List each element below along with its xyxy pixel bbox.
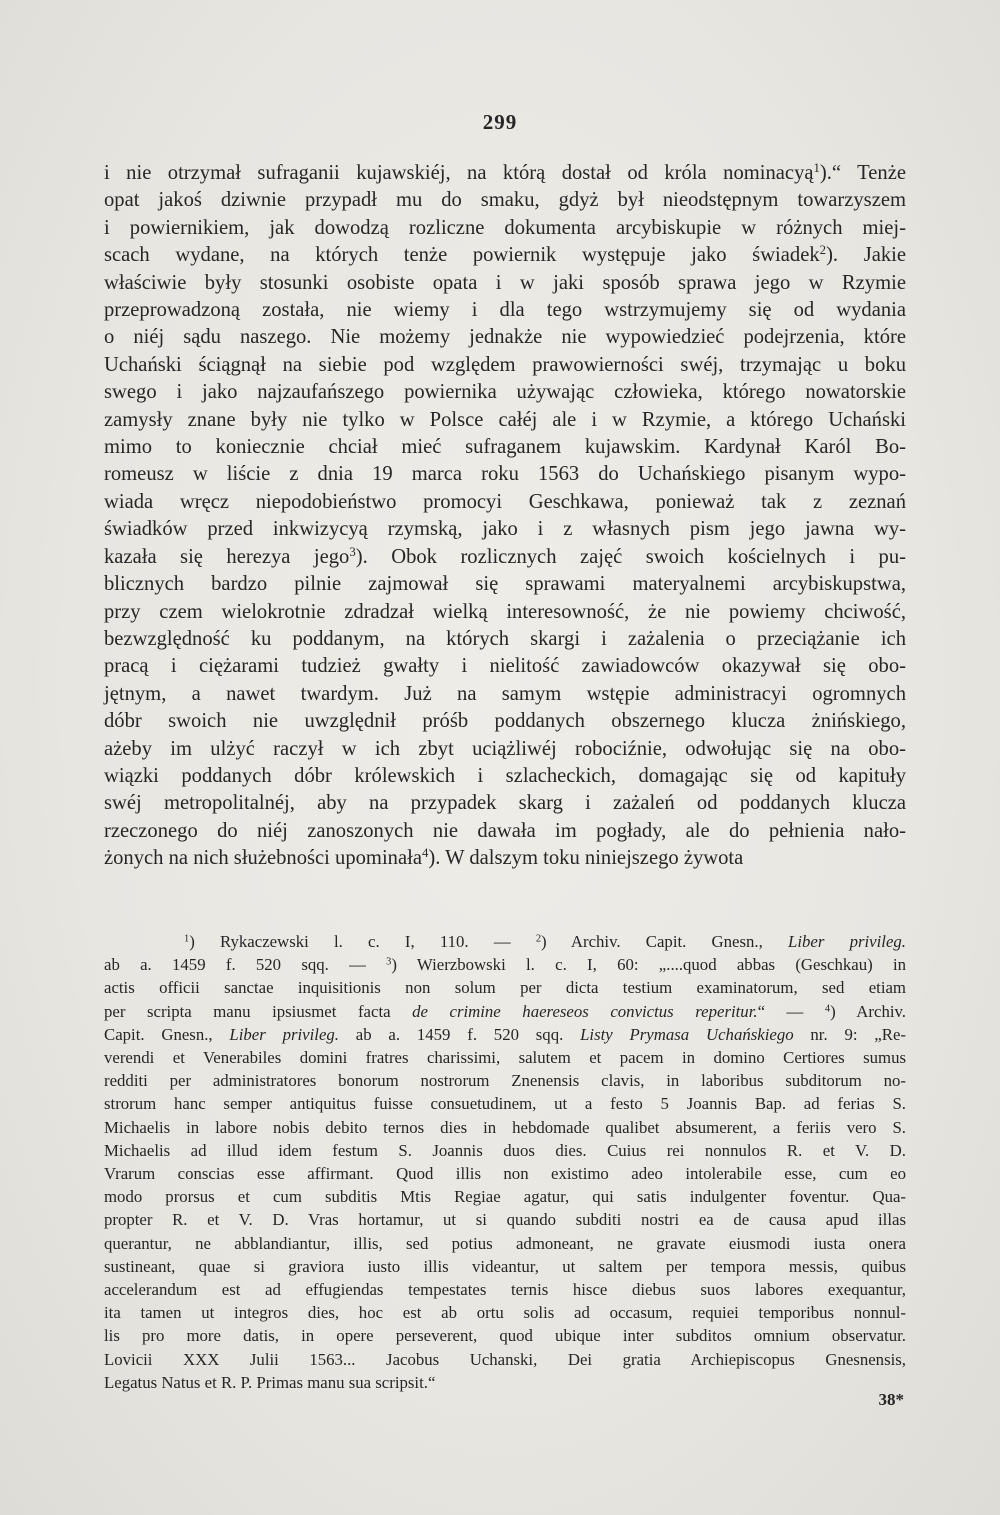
text-line-16: blicznych bardzo pilnie zajmował się sprawami materyalnemi arcybiskupstwa, [104,573,906,596]
text-line-18: bezwzględność ku poddanym, na których skargi i zażalenia o przeciążanie ich [104,627,906,650]
fn-line-5: Capit. Gnesn., Liber privileg. ab a. 1459 f. 520 sqq. Listy Prymasa Uchańskiego nr. 9: „Re- [104,1024,906,1044]
text-line-3: i powiernikiem, jak dowodzą rozliczne dokumenta arcybiskupie w różnych miej- [104,216,906,239]
fn-line-14: querantur, ne abblandiantur, illis, sed potius admoneant, ne gravate eiusmodi iusta onera [104,1233,906,1253]
signature-mark: 38* [878,1390,904,1409]
text-line-6: przeprowadzoną została, nie wiemy i dla tego wstrzymujemy się od wydania [104,299,906,322]
text-line-2: opat jakoś dziwnie przypadł mu do smaku, gdyż był nieodstępnym towarzyszem [104,189,906,212]
text-line-23: wiązki poddanych dóbr królewskich i szlacheckich, domagając się od kapituły [104,764,906,787]
text-line-15: kazała się herezya jego$^3$). Obok rozlicznych zajęć swoich kościelnych i pu- [104,544,906,568]
fn-line-11: Vrarum conscias esse affirmant. Quod illis non existimo adeo intolerabile esse, cum eo [104,1164,906,1184]
fn-line-6: verendi et Venerabiles domini fratres charissimi, salutem et pacem in domino Certiores sumus [104,1048,906,1068]
fn-line-3: actis officii sanctae inquisitionis non solum per dicta testium examinatorum, sed etiam [104,978,906,998]
text-line-11: mimo to koniecznie chciał mieć sufraganem kujawskim. Kardynał Karól Bo- [104,436,906,459]
text-line-12: romeusz w liście z dnia 19 marca roku 1563 do Uchańskiego pisanym wypo- [104,463,906,486]
text-line-13: wiada wręcz niepodobieństwo promocyi Geschkawa, ponieważ tak z zeznań [104,490,906,513]
text-line-19: pracą i ciężarami tudzież gwałty i nielitość zawiadowców okazywał się obo- [104,655,906,678]
fn-line-15: sustineant, quae si graviora iusto illis videantur, ut saltem per tempora messis, quibus [104,1256,906,1276]
text-line-14: świadków przed inkwizycyą rzymską, jako i z własnych pism jego jawna wy- [104,518,906,541]
fn-line-8: strorum hanc semper antiquitus fuisse consuetudinem, ut a festo 5 Joannis Bap. ad ferias S. [104,1094,906,1114]
footnotes [104,930,906,1394]
page-number: 299 [482,110,518,134]
text-line-9: swego i jako najzaufańszego powiernika używając człowieka, którego nowatorskie [104,381,906,404]
text-line-8: Uchański ściągnął na siebie pod względem prawowierności swéj, trzymając u boku [104,353,906,376]
text-line-4: scach wydane, na których tenże powiernik występuje jako świadek$^2$). Jakie [104,243,907,267]
fn-line-9: Michaelis in labore nobis debito ternos dies in hebdomade qualibet absumerent, a feriis vero S. [104,1117,906,1137]
fn-line-20: Legatus Natus et R. P. Primas manu sua scripsit.“ [104,1372,436,1392]
fn-line-10: Michaelis ad illud idem festum S. Joannis duos dies. Cuius rei nonnulos R. et V. D. [104,1140,906,1160]
text-line-21: dóbr swoich nie uwzględnił próśb poddanych obszernego klucza żnińskiego, [104,710,906,733]
text-line-7: o niéj sądu naszego. Nie możemy jednakże nie wypowiedzieć podejrzenia, które [104,326,906,349]
fn-line-12: modo prorsus et cum subditis Mtis Regiae agatur, qui satis indulgenter foventur. Qua- [104,1187,906,1207]
fn-line-1: $^1$) Rykaczewski l. c. I, 110. — $^2$) Archiv. Capit. Gnesn., Liber privileg. [184,932,906,951]
text-line-24: swéj metropolitalnéj, aby na przypadek skarg i zażaleń od poddanych klucza [104,792,906,815]
text-line-20: jętnym, a nawet twardym. Już na samym wstępie administracyi ogromnych [104,682,906,705]
fn-line-7: redditi per administratores bonorum nostrorum Znenensis clavis, in laboribus subditorum no- [104,1071,906,1091]
text-line-5: właściwie były stosunki osobiste opata i w jaki sposób sprawa jego w Rzymie [104,271,906,294]
fn-line-18: lis pro more datis, in opere perseverent, quod ubique inter subditos omnium observatur. [104,1326,906,1346]
text-line-10: zamysły znane były nie tylko w Polsce całéj ale i w Rzymie, a którego Uchański [104,408,906,431]
text-line-1: i nie otrzymał sufraganii kujawskiéj, na którą dostał od króla nominacyą$^1$).“ Tenże [104,160,906,184]
text-line-17: przy czem wielokrotnie zdradzał wielką interesowność, że nie powiemy chciwość, [104,600,906,623]
text-line-22: ażeby im ulżyć raczył w ich zbyt uciążliwéj robociźnie, odwołując się na obo- [104,737,906,760]
fn-line-17: ita tamen ut integros dies, hoc est ab ortu solis ad occasum, requiei temporibus nonnul- [104,1303,906,1323]
text-line-26: żonych na nich służebności upominała$^4$). W dalszym toku niniejszego żywota [104,846,744,870]
fn-line-4: per scripta manu ipsiusmet facta de crimine haereseos convictus reperitur.“ — $^4$) Archiv. [104,1001,907,1021]
fn-line-2: ab a. 1459 f. 520 sqq. — $^3$) Wierzbowski l. c. I, 60: „....quod abbas (Geschkau) in [104,955,906,975]
fn-line-19: Lovicii XXX Julii 1563... Jacobus Uchanski, Dei gratia Archiepiscopus Gnesnensis, [104,1349,906,1369]
text-line-25: rzeczonego do niéj zanoszonych nie dawała im pogłady, ale do pełnienia nało- [104,819,906,842]
fn-line-16: accelerandum est ad effugiendas tempestates ternis hisce diebus suos labores exequantur, [104,1280,906,1300]
main-text [104,160,906,873]
fn-line-13: propter R. et V. D. Vras hortamur, ut si quando subditi nostri ea de causa apud illas [104,1210,906,1230]
